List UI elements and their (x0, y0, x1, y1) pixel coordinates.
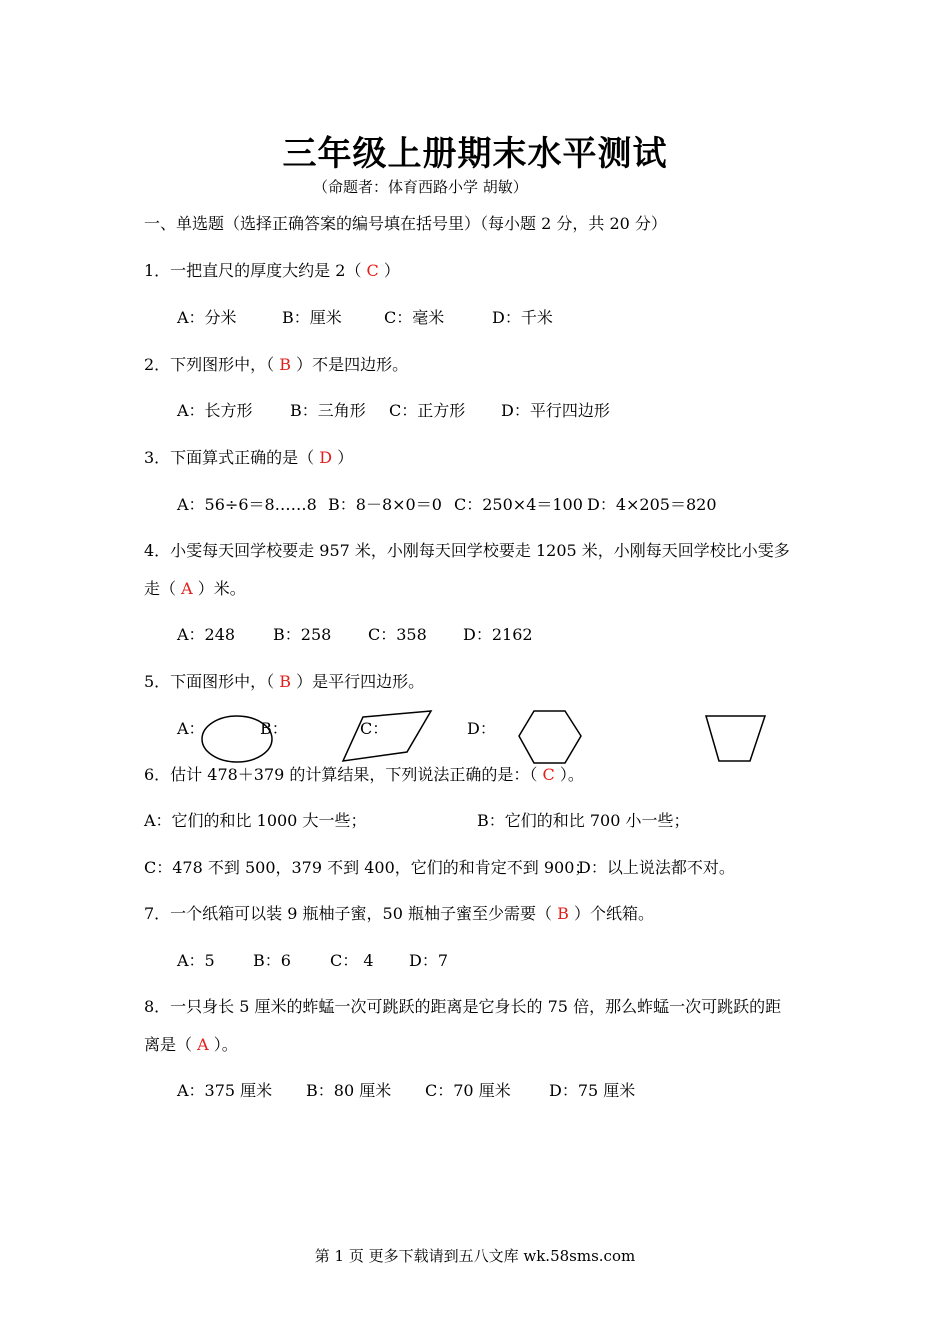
page-title: 三年级上册期末水平测试 (282, 134, 668, 174)
question-6-option-a: A：它们的和比 1000 大一些； (144, 811, 367, 830)
page-footer: 第 1 页 更多下载请到五八文库 wk.58sms.com (314, 1247, 636, 1265)
question-4-line-1: 4．小雯每天回学校要走 957 米，小刚每天回学校要走 1205 米，小刚每天回学校比小雯多 (144, 541, 790, 560)
question-3-stem: 3．下面算式正确的是（ (144, 448, 315, 467)
option-b: B：6 (253, 951, 291, 970)
question-8-line-1: 8．一只身长 5 厘米的蚱蜢一次可跳跃的距离是它身长的 75 倍，那么蚱蜢一次可跳跃的距 (144, 997, 782, 1016)
hexagon-shape (519, 711, 581, 763)
option-c: C：毫米 (384, 308, 445, 327)
shape-label-a: A： (177, 719, 205, 738)
question-6-option-c: C：478 不到 500，379 不到 400，它们的和肯定不到 900； (144, 858, 591, 877)
question-7-answer: B (557, 904, 569, 923)
question-4-stem: 走（ (144, 579, 177, 598)
option-b: B：80 厘米 (306, 1081, 392, 1100)
question-3-answer: D (319, 448, 333, 467)
option-d: D：平行四边形 (501, 401, 610, 420)
question-6 (144, 764, 584, 786)
option-a: A：分米 (177, 308, 237, 327)
question-7-stem-end: ）个纸箱。 (573, 904, 654, 923)
option-c: C：358 (368, 625, 427, 644)
option-a: A：56÷6＝8……8 (177, 495, 317, 514)
question-6-stem-end: ）。 (559, 765, 584, 784)
question-6-option-b: B：它们的和比 700 小一些； (477, 811, 690, 830)
trapezoid-shape (706, 716, 765, 761)
option-d: D：2162 (463, 625, 533, 644)
option-b: B：258 (273, 625, 332, 644)
question-7-options (177, 950, 448, 972)
option-c: C：正方形 (389, 401, 466, 420)
shape-label-b: B： (260, 719, 288, 738)
question-8-answer: A (197, 1035, 209, 1054)
question-6-option-d: D：以上说法都不对。 (578, 858, 735, 877)
option-a: A：248 (177, 625, 236, 644)
option-d: D：7 (409, 951, 449, 970)
question-5-answer: B (279, 672, 292, 691)
option-b: B：厘米 (282, 308, 342, 327)
section-heading: 一、单选题（选择正确答案的编号填在括号里）（每小题 2 分，共 20 分） (144, 214, 667, 233)
question-2-answer: B (279, 355, 292, 374)
question-8 (144, 1034, 238, 1056)
option-c: C：250×4＝100 (454, 495, 583, 514)
question-1-answer: C (366, 261, 379, 280)
option-d: D：75 厘米 (549, 1081, 636, 1100)
question-4-stem-end: ）米。 (197, 579, 246, 598)
option-b: B：8－8×0＝0 (328, 495, 442, 514)
question-7-stem: 7．一个纸箱可以装 9 瓶柚子蜜，50 瓶柚子蜜至少需要（ (144, 904, 552, 923)
parallelogram-shape (343, 711, 431, 761)
option-c: C：70 厘米 (425, 1081, 511, 1100)
page-subtitle: （命题者：体育西路小学 胡敏） (313, 178, 528, 196)
question-1-stem-end: ） (383, 261, 400, 280)
question-8-options (177, 1080, 635, 1102)
option-c: C： 4 (330, 951, 374, 970)
option-a: A：375 厘米 (177, 1081, 273, 1100)
option-a: A：5 (177, 951, 215, 970)
option-d: D：4×205＝820 (587, 495, 717, 514)
question-4-answer: A (181, 579, 193, 598)
question-6-stem: 6．估计 478＋379 的计算结果，下列说法正确的是：（ (144, 765, 538, 784)
question-5-stem: 5．下面图形中，（ (144, 672, 275, 691)
question-1-stem: 1．一把直尺的厚度大约是 2（ (144, 261, 362, 280)
question-2-stem: 2．下列图形中，（ (144, 355, 275, 374)
question-6-answer: C (542, 765, 555, 784)
question-8-stem-end: ）。 (213, 1035, 238, 1054)
option-a: A：长方形 (177, 401, 253, 420)
question-3-stem-end: ） (337, 448, 354, 467)
option-d: D：千米 (492, 308, 553, 327)
question-7 (144, 903, 654, 925)
question-5-stem-end: ）是平行四边形。 (296, 672, 425, 691)
question-2-stem-end: ）不是四边形。 (296, 355, 409, 374)
question-8-stem: 离是（ (144, 1035, 193, 1054)
option-b: B：三角形 (290, 401, 366, 420)
shape-label-c: C： (360, 719, 389, 738)
shape-label-d: D： (467, 719, 496, 738)
ellipse-shape (202, 716, 272, 762)
